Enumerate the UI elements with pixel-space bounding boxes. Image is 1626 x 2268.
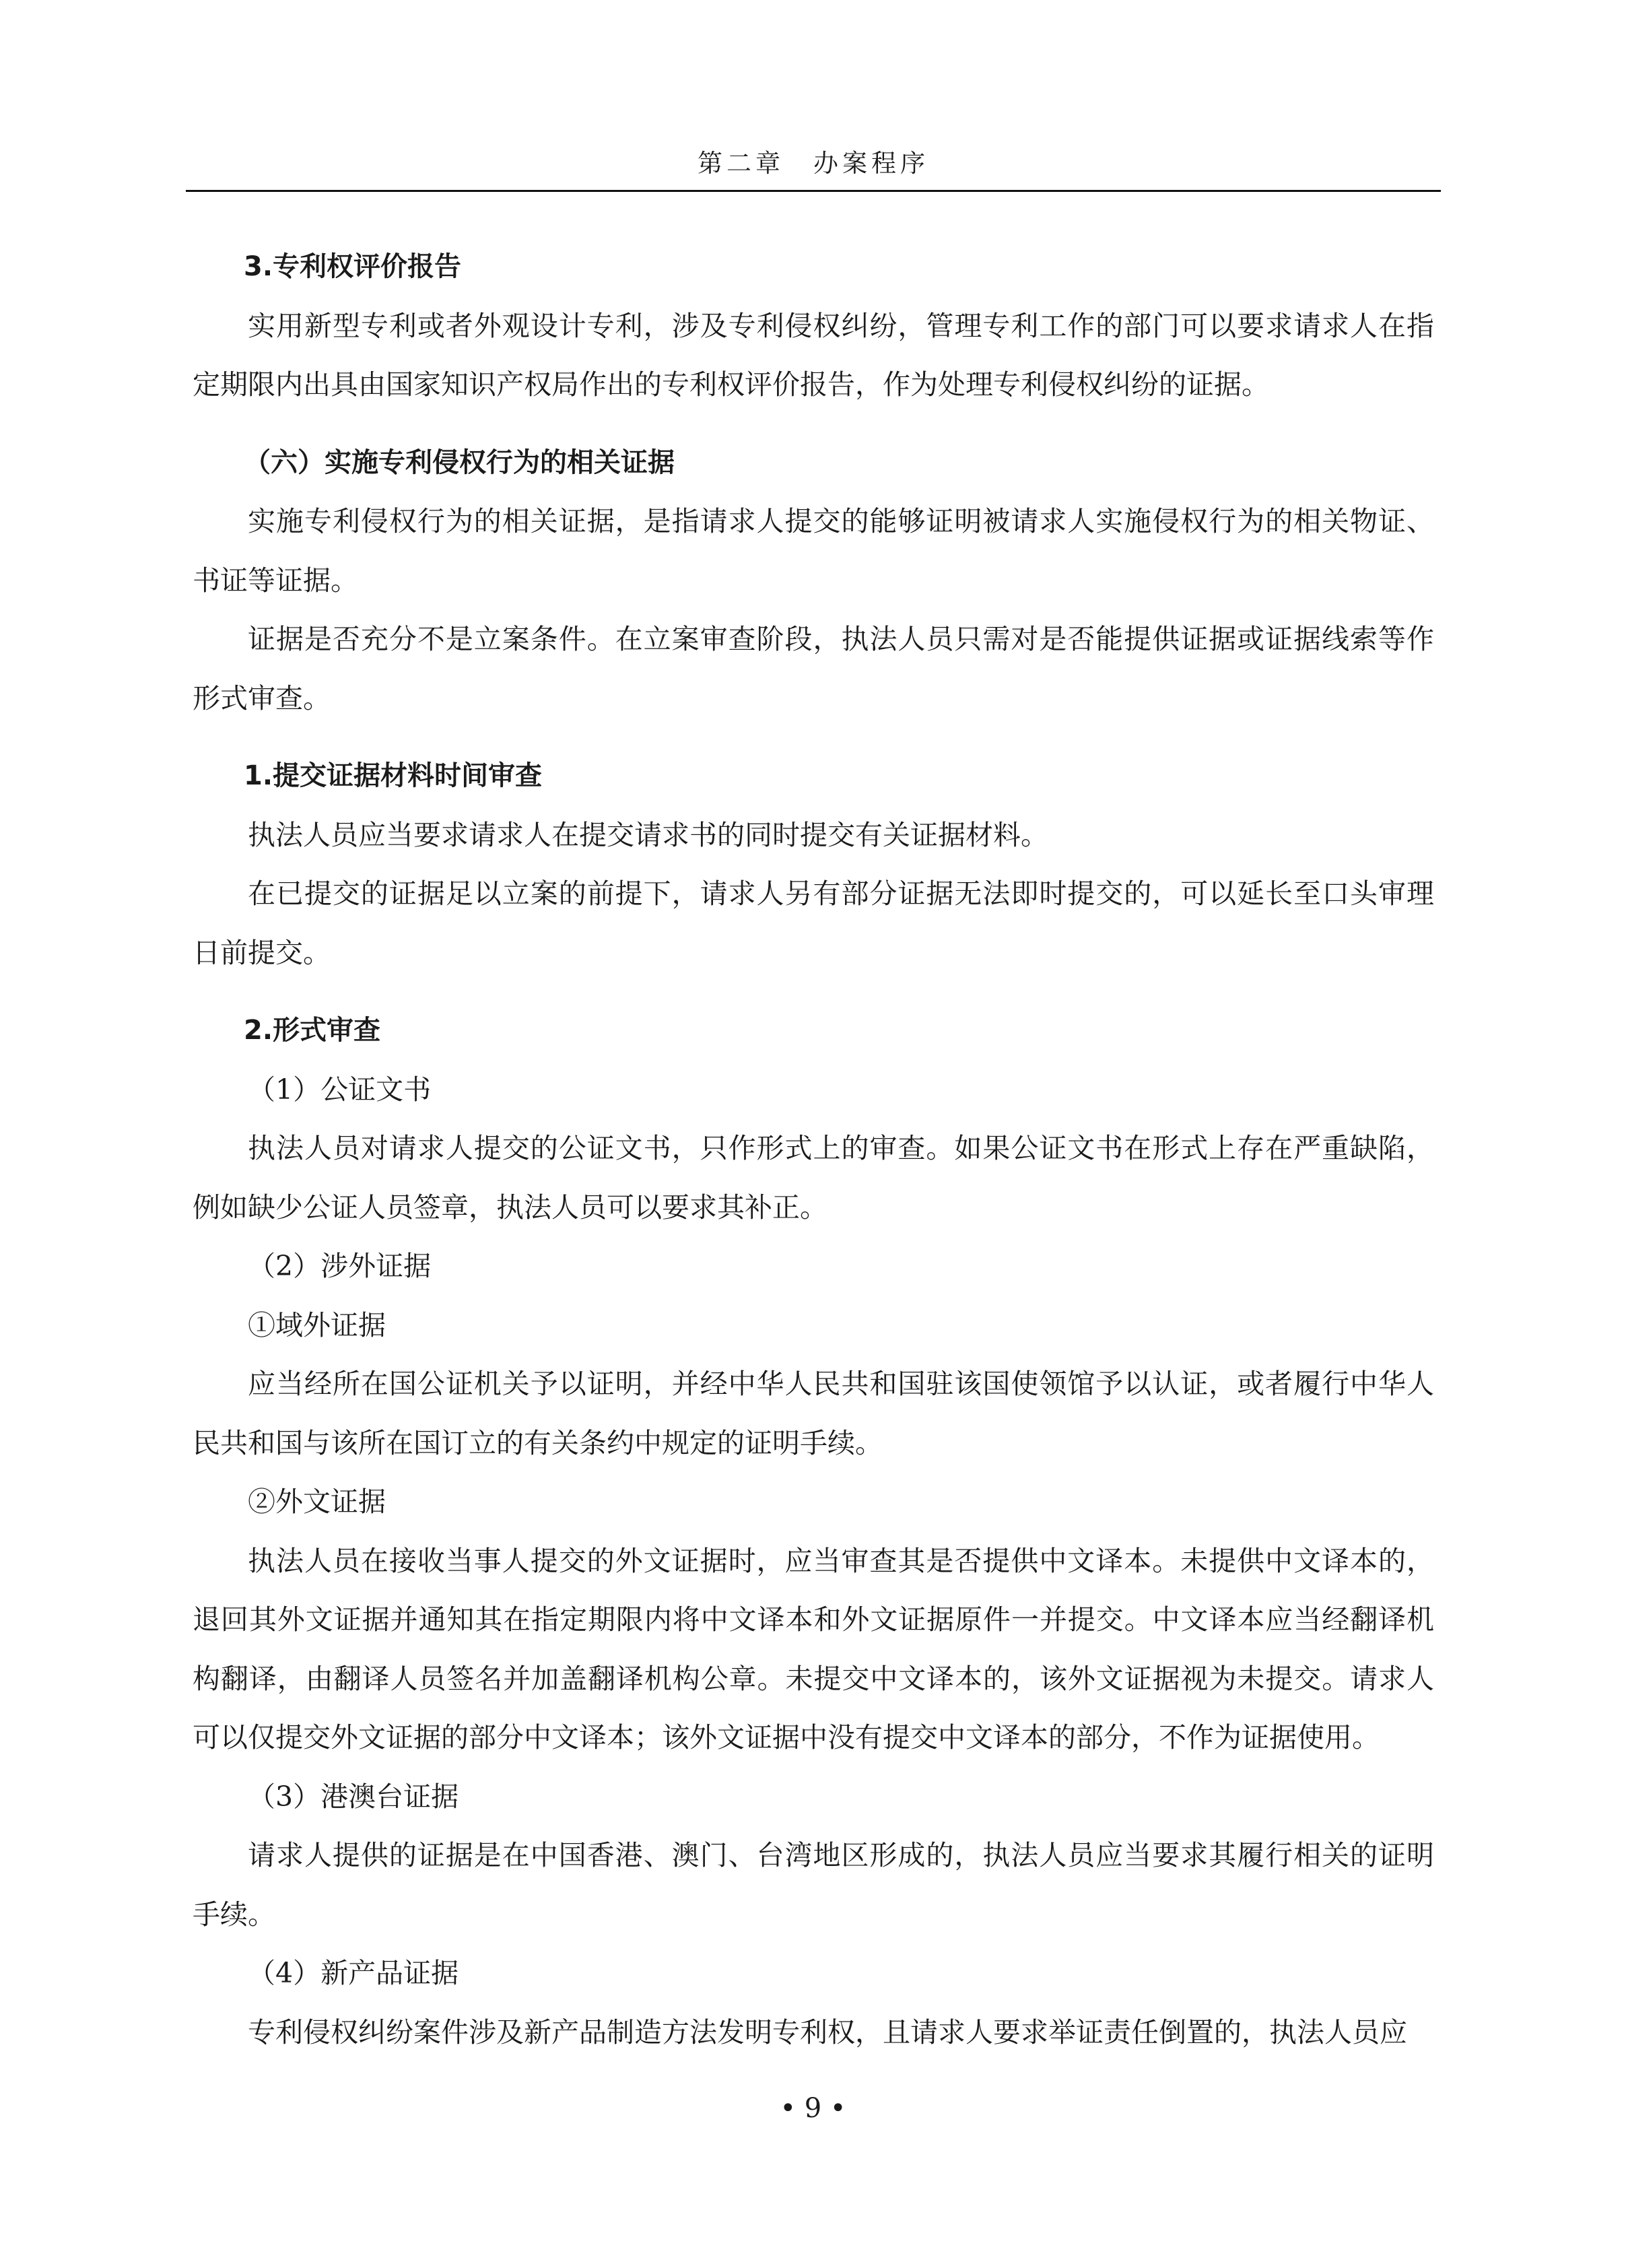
subsection-label: ②外文证据 <box>248 1486 386 1518</box>
paragraph: 专利侵权纠纷案件涉及新产品制造方法发明专利权，且请求人要求举证责任倒置的，执法人员应 <box>248 2015 1407 2048</box>
paragraph: 在已提交的证据足以立案的前提下，请求人另有部分证据无法即时提交的，可以延长至口头审理日前提交。 <box>193 877 1434 969</box>
section-heading: 2.形式审查 <box>244 1015 381 1046</box>
paragraph: 证据是否充分不是立案条件。在立案审查阶段，执法人员只需对是否能提供证据或证据线索等作形式审查。 <box>193 623 1434 714</box>
subsection-label: ①域外证据 <box>248 1308 386 1341</box>
paragraph: 执法人员对请求人提交的公证文书，只作形式上的审查。如果公证文书在形式上存在严重缺陷，例如缺少公证人员签章，执法人员可以要求其补正。 <box>193 1132 1434 1224</box>
subsection-label: （1）公证文书 <box>248 1073 432 1106</box>
section-heading: 3.专利权评价报告 <box>244 251 462 282</box>
paragraph: 实用新型专利或者外观设计专利，涉及专利侵权纠纷，管理专利工作的部门可以要求请求人在指定期限内出具由国家知识产权局作出的专利权评价报告，作为处理专利侵权纠纷的证据。 <box>193 309 1434 401</box>
paragraph: 执法人员在接收当事人提交的外文证据时，应当审查其是否提供中文译本。未提供中文译本的，退回其外文证据并通知其在指定期限内将中文译本和外文证据原件一并提交。中文译本应当经翻译机构翻译，由翻译人员签名并加盖翻译机构公章。未提交中文译本的，该外文证据视为未提交。请求人可以仅提交外文证据的部分中文译本；该外文证据中没有提交中文译本的部分，不作为证据使用。 <box>193 1544 1434 1754</box>
page-number: • 9 • <box>780 2093 846 2124</box>
body-content <box>193 238 1434 2062</box>
subsection-label: （4）新产品证据 <box>248 1957 459 1989</box>
paragraph: 执法人员应当要求请求人在提交请求书的同时提交有关证据材料。 <box>248 818 1048 851</box>
section-heading: （六）实施专利侵权行为的相关证据 <box>244 446 675 478</box>
section-heading: 1.提交证据材料时间审查 <box>244 760 543 791</box>
paragraph: 请求人提供的证据是在中国香港、澳门、台湾地区形成的，执法人员应当要求其履行相关的证明手续。 <box>193 1839 1434 1931</box>
subsection-label: （3）港澳台证据 <box>248 1780 459 1813</box>
paragraph: 实施专利侵权行为的相关证据，是指请求人提交的能够证明被请求人实施侵权行为的相关物证、书证等证据。 <box>193 505 1434 597</box>
header-divider <box>186 190 1441 192</box>
paragraph: 应当经所在国公证机关予以证明，并经中华人民共和国驻该国使领馆予以认证，或者履行中华人民共和国与该所在国订立的有关条约中规定的证明手续。 <box>193 1368 1434 1459</box>
subsection-label: （2）涉外证据 <box>248 1250 432 1282</box>
running-header: 第二章 办案程序 <box>698 149 929 178</box>
